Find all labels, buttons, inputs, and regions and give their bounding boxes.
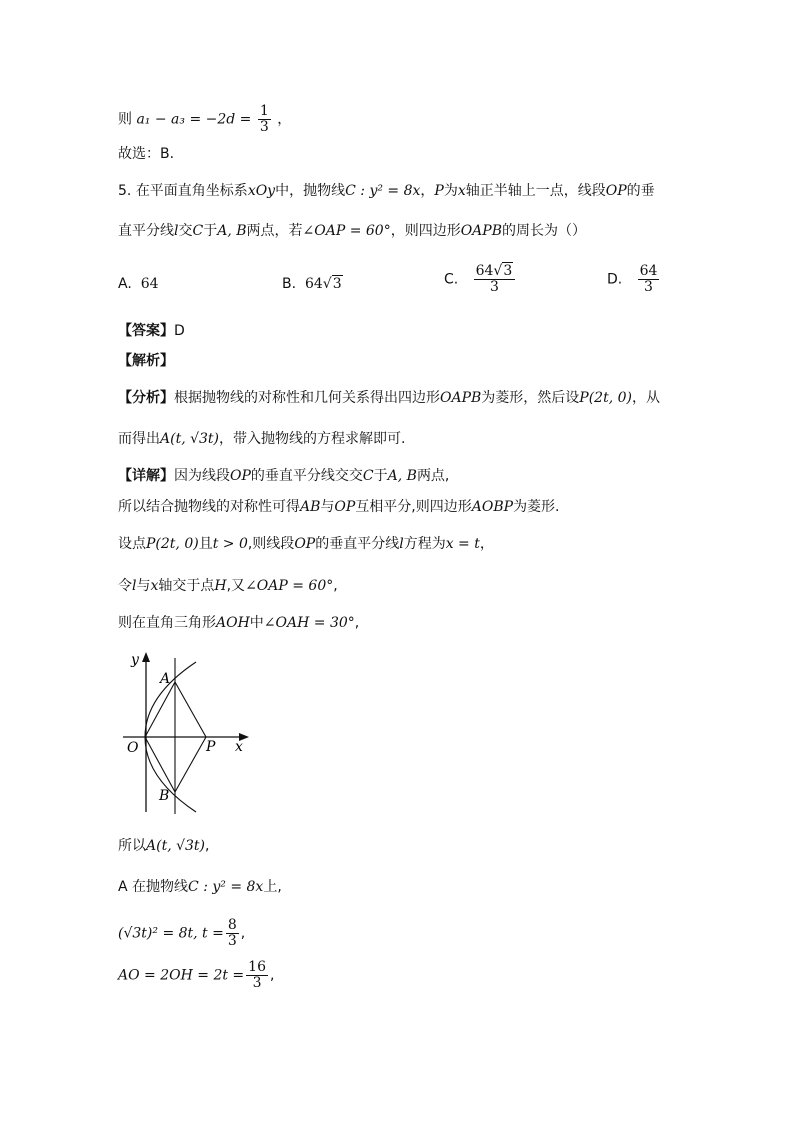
y-axis-arrow	[142, 652, 150, 662]
jiexi-label: 【解析】	[118, 353, 174, 369]
point-p-label: P	[206, 739, 216, 755]
y-label: y	[131, 652, 139, 668]
point-b-label: B	[159, 788, 170, 804]
answer-line	[118, 321, 185, 341]
fraction: $\frac{1}{3}$	[259, 103, 269, 135]
option-a: A. 64	[118, 276, 159, 292]
parabola-diagram	[115, 650, 255, 818]
answer-value: D	[174, 323, 185, 339]
analysis-line-2: 而得出A(t, √3t)，带入抛物线的方程求解即可.	[118, 431, 406, 447]
answer-label: 【答案】	[118, 323, 174, 339]
detail-line-4: 令l与x轴交于点H,又∠OAP = 60°,	[118, 578, 338, 594]
after-line-3: (√3t)² = 8t, t = $\frac{8}{3}$ ,	[118, 917, 246, 949]
question-number: 5.	[118, 183, 132, 199]
choice-line: 故选：B.	[118, 146, 175, 162]
origin-label: O	[127, 740, 139, 756]
detail-line-2: 所以结合抛物线的对称性可得AB与OP互相平分,则四边形AOBP为菱形.	[118, 499, 560, 515]
math-expression: a₁ − a₃ = −2d =	[136, 111, 252, 128]
point-a-label: A	[160, 671, 171, 687]
after-line-4: AO = 2OH = 2t = $\frac{16}{3}$ ,	[118, 959, 275, 991]
after-line-1: 所以A(t, √3t),	[118, 838, 210, 854]
after-line-2: A 在抛物线C : y² = 8x上,	[118, 879, 282, 895]
question-5-line-2: 直平分线l交C于A, B两点，若∠OAP = 60°，则四边形OAPB的周长为（）	[118, 223, 586, 239]
x-label: x	[235, 739, 243, 755]
result-line: 则 a₁ − a₃ = −2d = $\frac{1}{3}$ ，	[118, 103, 292, 135]
detail-line-1: 【详解】因为线段OP的垂直平分线交交C于A, B两点,	[118, 468, 450, 484]
analysis-line-1: 【分析】根据抛物线的对称性和几何关系得出四边形OAPB为菱形，然后设P(2t, 0)，从	[118, 390, 660, 406]
text: 则	[118, 111, 132, 128]
option-d: D. $\frac{64}{3}$	[607, 263, 658, 295]
detail-line-5: 则在直角三角形AOH中∠OAH = 30°,	[118, 615, 360, 631]
question-5-line-1: 5. 在平面直角坐标系xOy中，抛物线C : y² = 8x，P为x轴正半轴上一点，线段OP的垂	[118, 183, 655, 199]
detail-line-3: 设点P(2t, 0)且t > 0,则线段OP的垂直平分线l方程为x = t，	[118, 536, 494, 552]
option-c: C. $\frac{64√3}{3}$	[444, 264, 517, 295]
option-b: B. 64√3	[282, 276, 342, 292]
